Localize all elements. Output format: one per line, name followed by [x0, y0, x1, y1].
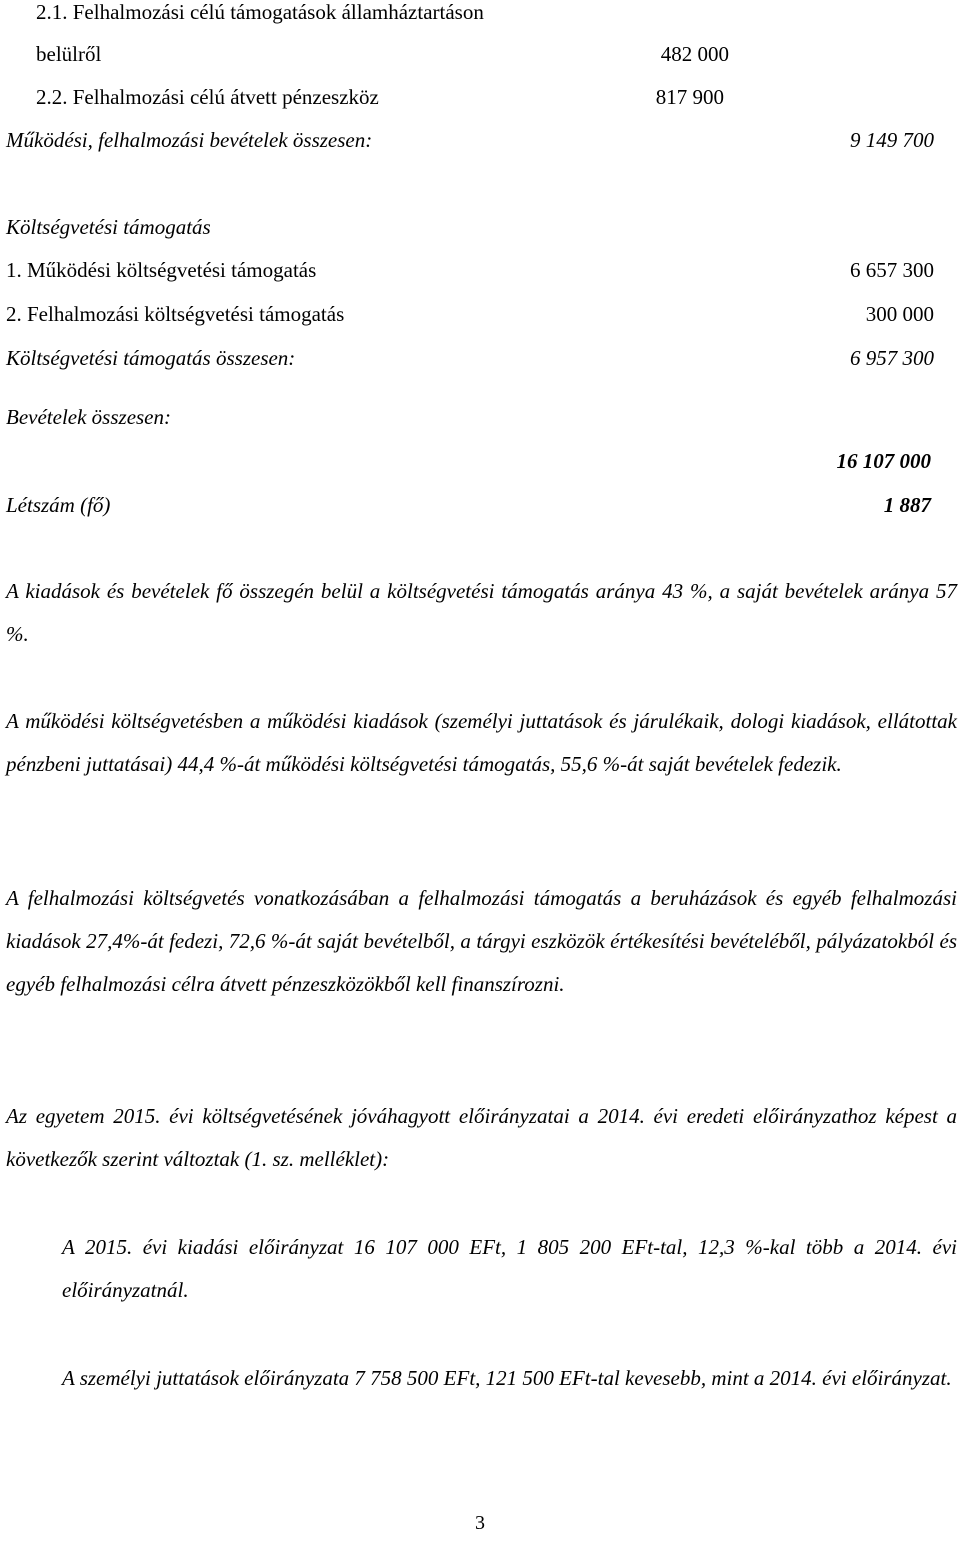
capital-budget-paragraph: A felhalmozási költségvetés vonatkozásában a felhalmozási támogatás a beruházások és egyéb felhalmozási kiadások 27,4%-át fedezi, 72,6 %-át saját bevételből, a tárgyi eszközök értékesítési bevételéből, pályázatokból és egyéb felhalmozási célra átvett pénzeszközökből kell finanszírozni. [6, 886, 957, 996]
budget-support-heading [6, 215, 930, 240]
transferred-funds-row [36, 85, 736, 110]
capital-budget-support-row [6, 302, 936, 327]
budget-support-heading-text: Költségvetési támogatás [6, 215, 211, 239]
operating-capital-total-value: 9 149 700 [850, 128, 934, 152]
operating-budget-support-row [6, 258, 936, 283]
capital-budget-support-label: 2. Felhalmozási költségvetési támogatás [6, 302, 345, 326]
capital-support-label-line2: belülről [36, 42, 102, 66]
operating-capital-total-row [6, 128, 936, 153]
budget-support-total-value: 6 957 300 [850, 346, 934, 370]
transferred-funds-label: 2.2. Felhalmozási célú átvett pénzeszköz [36, 85, 379, 109]
capital-support-row [36, 42, 736, 67]
capital-support-value: 482 000 [660, 42, 729, 66]
transferred-funds-value: 817 900 [655, 85, 724, 109]
expenditure-appropriation-paragraph: A 2015. évi kiadási előirányzat 16 107 000 EFt, 1 805 200 EFt-tal, 12,3 %-kal több a 2014. évi előirányzatnál. [62, 1235, 957, 1302]
budget-support-total-label: Költségvetési támogatás összesen: [6, 346, 296, 370]
capital-budget-support-value: 300 000 [865, 302, 934, 326]
headcount-value: 1 887 [883, 493, 931, 517]
headcount-row [6, 493, 936, 518]
support-ratio-paragraph: A kiadások és bevételek fő összegén belül a költségvetési támogatás aránya 43 %, a saját bevételek aránya 57 %. [6, 579, 957, 646]
operating-budget-support-label: 1. Működési költségvetési támogatás [6, 258, 317, 282]
revenue-total-value: 16 107 000 [836, 449, 931, 473]
headcount-label: Létszám (fő) [6, 493, 111, 517]
appropriation-change-paragraph: Az egyetem 2015. évi költségvetésének jóváhagyott előirányzatai a 2014. évi eredeti előirányzathoz képest a következők szerint változtak (1. sz. melléklet): [6, 1104, 957, 1171]
revenue-total-label [6, 405, 930, 430]
page-number: 3 [475, 1512, 485, 1534]
personnel-appropriation-paragraph: A személyi juttatások előirányzata 7 758 500 EFt, 121 500 EFt-tal kevesebb, mint a 2014. évi előirányzat. [62, 1366, 952, 1390]
capital-support-text: 2.1. Felhalmozási célú támogatások államháztartáson [36, 0, 484, 24]
revenue-total-label-text: Bevételek összesen: [6, 405, 171, 429]
operating-budget-paragraph: A működési költségvetésben a működési kiadások (személyi juttatások és járulékaik, dologi kiadások, ellátottak pénzbeni juttatásai) 44,4 %-át működési költségvetési támogatás, 55,6 %-át saját bevételek fedezik. [6, 709, 957, 776]
capital-support-label-line1 [36, 0, 930, 25]
budget-support-total-row [6, 346, 936, 371]
operating-budget-support-value: 6 657 300 [850, 258, 934, 282]
operating-capital-total-label: Működési, felhalmozási bevételek összesen: [6, 128, 373, 152]
